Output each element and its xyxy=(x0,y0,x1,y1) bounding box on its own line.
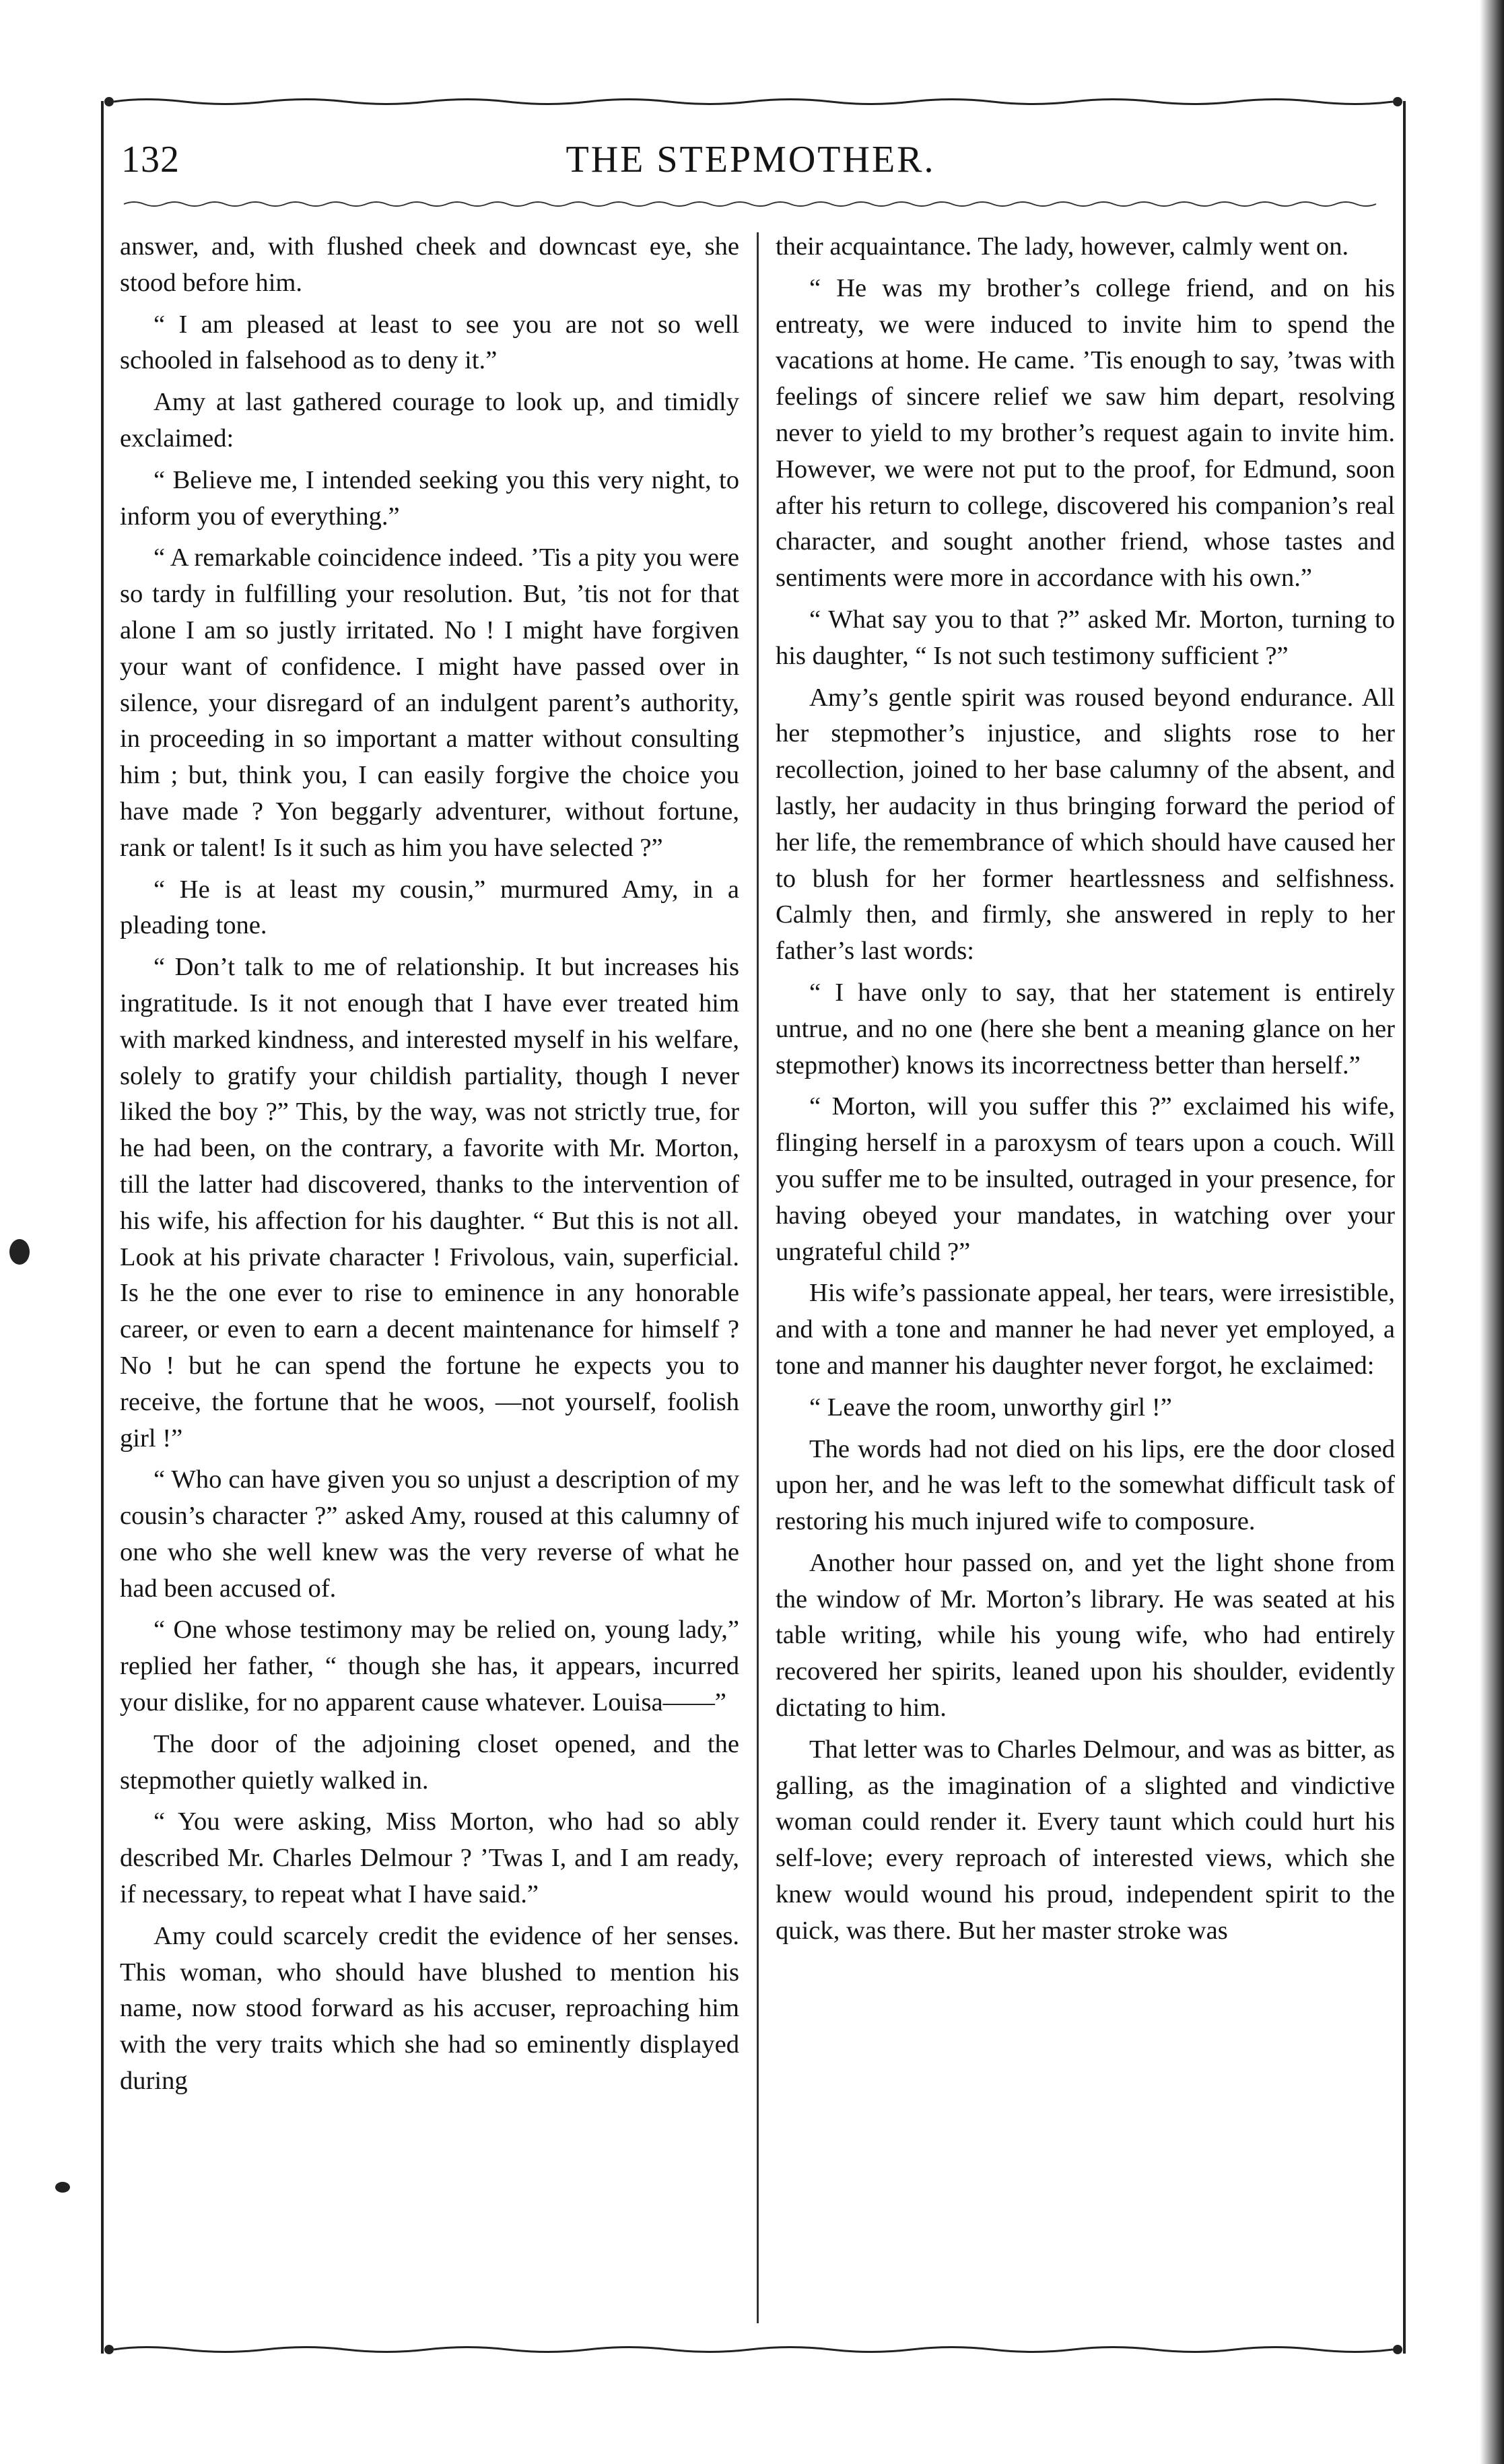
paragraph: “ What say you to that ?” asked Mr. Morton, turning to his daughter, “ Is not such testimony sufficient ?” xyxy=(776,605,1395,670)
paragraph: “ He is at least my cousin,” murmured Amy, in a pleading tone. xyxy=(120,875,739,940)
paragraph: Another hour passed on, and yet the light shone from the window of Mr. Morton’s library. He was seated at his table writing, while his young wife, who had entirely recovered her spirits, leaned upon his shoulder, evidently dictating to him. xyxy=(776,1548,1395,1723)
left-column xyxy=(120,229,739,2337)
paragraph: “ I am pleased at least to see you are not so well schooled in falsehood as to deny it.” xyxy=(120,310,739,375)
paragraph: “ I have only to say, that her statement is entirely untrue, and no one (here she bent a meaning glance on her stepmother) knows its incorrectness better than herself.” xyxy=(776,978,1395,1079)
running-title: THE STEPMOTHER. xyxy=(566,139,936,180)
page-number: 132 xyxy=(121,139,180,180)
paragraph: “ Morton, will you suffer this ?” exclaimed his wife, flinging herself in a paroxysm of tears upon a couch. Will you suffer me to be insulted, outraged in your presence, for having obeyed your mandates, in watching over your ungrateful child ?” xyxy=(776,1092,1395,1266)
running-head xyxy=(108,138,1394,192)
paragraph: “ Don’t talk to me of relationship. It but increases his ingratitude. Is it not enough that I have ever treated him with marked kindness, and interested myself in his welfare, solely to gratify your childish partiality, though I never liked the boy ?” This, by the way, was not strictly true, for he had been, on the contrary, a favorite with Mr. Morton, till the latter had discovered, thanks to the intervention of his wife, his affection for his daughter. “ But this is not all. Look at his private character ! Frivolous, vain, superficial. Is he the one ever to rise to eminence in any honorable career, or even to earn a decent maintenance for himself ? No ! but he can spend the fortune he expects you to receive, the fortune that he woos, —not yourself, foolish girl !” xyxy=(120,953,739,1453)
paragraph: “ He was my brother’s college friend, and on his entreaty, we were induced to invite him to spend the vacations at home. He came. ’Tis enough to say, ’twas with feelings of sincere relief we saw him depart, resolving never to yield to my brother’s request again to invite him. However, we were not put to the proof, for Edmund, soon after his return to college, discovered his companion’s real character, and sought another friend, whose tastes and sentiments were more in accordance with his own.” xyxy=(776,273,1395,593)
ink-blot-mark xyxy=(55,2182,70,2193)
header-wavy-rule xyxy=(104,197,1403,211)
paragraph: “ Who can have given you so unjust a description of my cousin’s character ?” asked Amy, roused at this calumny of one who she well knew was the very reverse of what he had been accused of. xyxy=(120,1465,739,1603)
paragraph: answer, and, with flushed cheek and downcast eye, she stood before him. xyxy=(120,232,739,297)
paragraph: Amy’s gentle spirit was roused beyond endurance. All her stepmother’s injustice, and slights rose to her recollection, joined to her base calumny of the absent, and lastly, her audacity in thus bringing forward the period of her life, the remembrance of which should have caused her to blush for her former heartlessness and selfishness. Calmly then, and firmly, she answered in reply to her father’s last words: xyxy=(776,683,1395,966)
paragraph: “ One whose testimony may be relied on, young lady,” replied her father, “ though she has, it appears, incurred your dislike, for no apparent cause whatever. Louisa——” xyxy=(120,1616,739,1717)
top-ornamental-rule xyxy=(104,94,1403,109)
paragraph: His wife’s passionate appeal, her tears, were irresistible, and with a tone and manner he had never yet employed, a tone and manner his daughter never forgot, he exclaimed: xyxy=(776,1279,1395,1380)
paragraph: The words had not died on his lips, ere the door closed upon her, and he was left to the somewhat difficult task of restoring his much injured wife to composure. xyxy=(776,1434,1395,1536)
ink-blot-mark xyxy=(9,1239,30,1265)
paragraph: “ Believe me, I intended seeking you this very night, to inform you of everything.” xyxy=(120,465,739,531)
right-column xyxy=(776,229,1395,2337)
paragraph: Amy could scarcely credit the evidence of her senses. This woman, who should have blushed to mention his name, now stood forward as his accuser, reproaching him with the very traits which she had so eminently displayed during xyxy=(120,1921,739,2096)
paragraph: That letter was to Charles Delmour, and was as bitter, as galling, as the imagination of a slighted and vindictive woman could render it. Every taunt which could hurt his self-love; every reproach of interested views, which she knew would wound his proud, independent spirit to the quick, was there. But her master stroke was xyxy=(776,1735,1395,1945)
bottom-ornamental-rule xyxy=(104,2342,1403,2357)
paragraph: “ You were asking, Miss Morton, who had so ably described Mr. Charles Delmour ? ’Twas I, and I am ready, if necessary, to repeat what I have said.” xyxy=(120,1807,739,1909)
paragraph: The door of the adjoining closet opened, and the stepmother quietly walked in. xyxy=(120,1729,739,1795)
paragraph: “ Leave the room, unworthy girl !” xyxy=(809,1393,1172,1422)
paragraph: Amy at last gathered courage to look up, and timidly exclaimed: xyxy=(120,388,739,453)
column-divider xyxy=(757,232,759,2323)
paragraph: “ A remarkable coincidence indeed. ’Tis a pity you were so tardy in fulfilling your resolution. But, ’tis not for that alone I am so justly irritated. No ! I might have forgiven your want of confidence. I might have passed over in silence, your disregard of an indulgent parent’s authority, in proceeding in so important a matter without consulting him ; but, think you, I can easily forgive the choice you have made ? Yon beggarly adventurer, without fortune, rank or talent! Is it such as him you have selected ?” xyxy=(120,543,739,862)
scan-edge-shadow xyxy=(1480,0,1504,2464)
paragraph: their acquaintance. The lady, however, calmly went on. xyxy=(776,232,1349,261)
